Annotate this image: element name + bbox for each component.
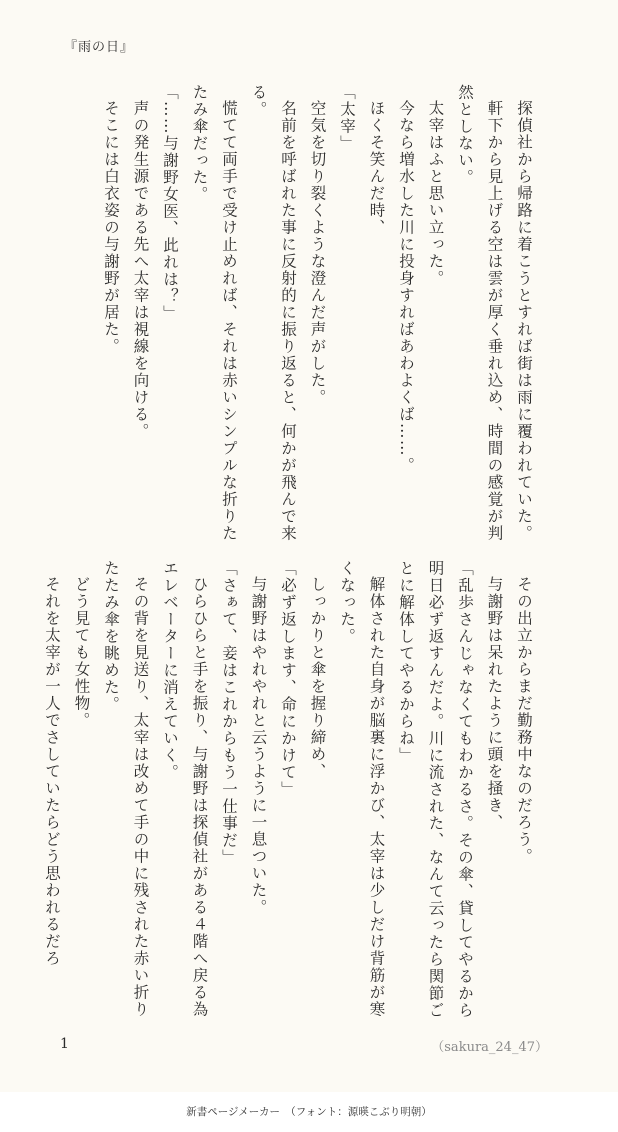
paragraph: 軒下から見上げる空は雲が厚く垂れ込め、時間の感覚が判然としない。 [456, 84, 504, 542]
paragraph: 声の発生源である先へ太宰は視線を向ける。 [131, 99, 150, 440]
paragraph: そこには白衣姿の与謝野が居た。 [102, 99, 120, 355]
paragraph: しっかりと傘を握り締め、 [308, 575, 327, 780]
paragraph: ほくそ笑んだ時、 [367, 99, 386, 236]
paragraph: 解体された自身が脳裏に浮かび、太宰は少しだけ背筋が寒くなった。 [338, 560, 386, 1018]
paragraph: その出立からまだ勤務中なのだろう。 [515, 575, 533, 865]
author-credit: （sakura_24_47） [431, 1040, 548, 1055]
paragraph: 探偵社から帰路に着こうとすれば街は雨に覆われていた。 [515, 99, 533, 542]
dialogue-line: 「太宰」 [338, 84, 356, 152]
paragraph: それを太宰が一人でさしていたらどう思われるだろ [43, 575, 61, 967]
dialogue-line: 「さぁて、妾はこれからもう一仕事だ」 [220, 560, 238, 866]
page-title: 『雨の日』 [64, 40, 135, 55]
page-number: 1 [60, 1036, 69, 1052]
paragraph: その背を見送り、太宰は改めて手の中に残された赤い折りたたみ傘を眺めた。 [102, 560, 150, 1018]
paragraph: 慌てて両手で受け止めれば、それは赤いシンプルな折りたたみ傘だった。 [190, 84, 238, 542]
text-block-top [68, 84, 538, 549]
paragraph: 今なら増水した川に投身すればあわよくば……。 [397, 99, 415, 474]
dialogue-line: 「必ず返します、命にかけて」 [279, 560, 297, 798]
dialogue-line: 「……与謝野女医、此れは？」 [161, 84, 179, 322]
footer-caption: 新書ページメーカー （フォント：源暎こぶり明朝） [0, 1092, 618, 1132]
paragraph: 空気を切り裂くような澄んだ声がした。 [308, 99, 327, 406]
text-block-bottom [43, 560, 538, 1025]
paragraph: 太宰はふと思い立った。 [426, 99, 445, 287]
paragraph: 名前を呼ばれた事に反射的に振り返ると、何かが飛んで来る。 [249, 84, 297, 542]
dialogue-line: 「乱歩さんじゃなくてもわかるさ。その傘、貸してやるから明日必ず返すんだよ。川に流された、なんて云ったら関節ごとに解体してやるからね」 [397, 560, 474, 1019]
paragraph: 与謝野はやれやれと云うように一息ついた。 [249, 575, 268, 916]
paragraph: どう見ても女性物。 [72, 575, 91, 729]
paragraph: 与謝野は呆れたように頭を掻き、 [485, 575, 504, 831]
paragraph: ひらひらと手を振り、与謝野は探偵社がある４階へ戻る為エレベーターに消えていく。 [161, 560, 209, 1018]
